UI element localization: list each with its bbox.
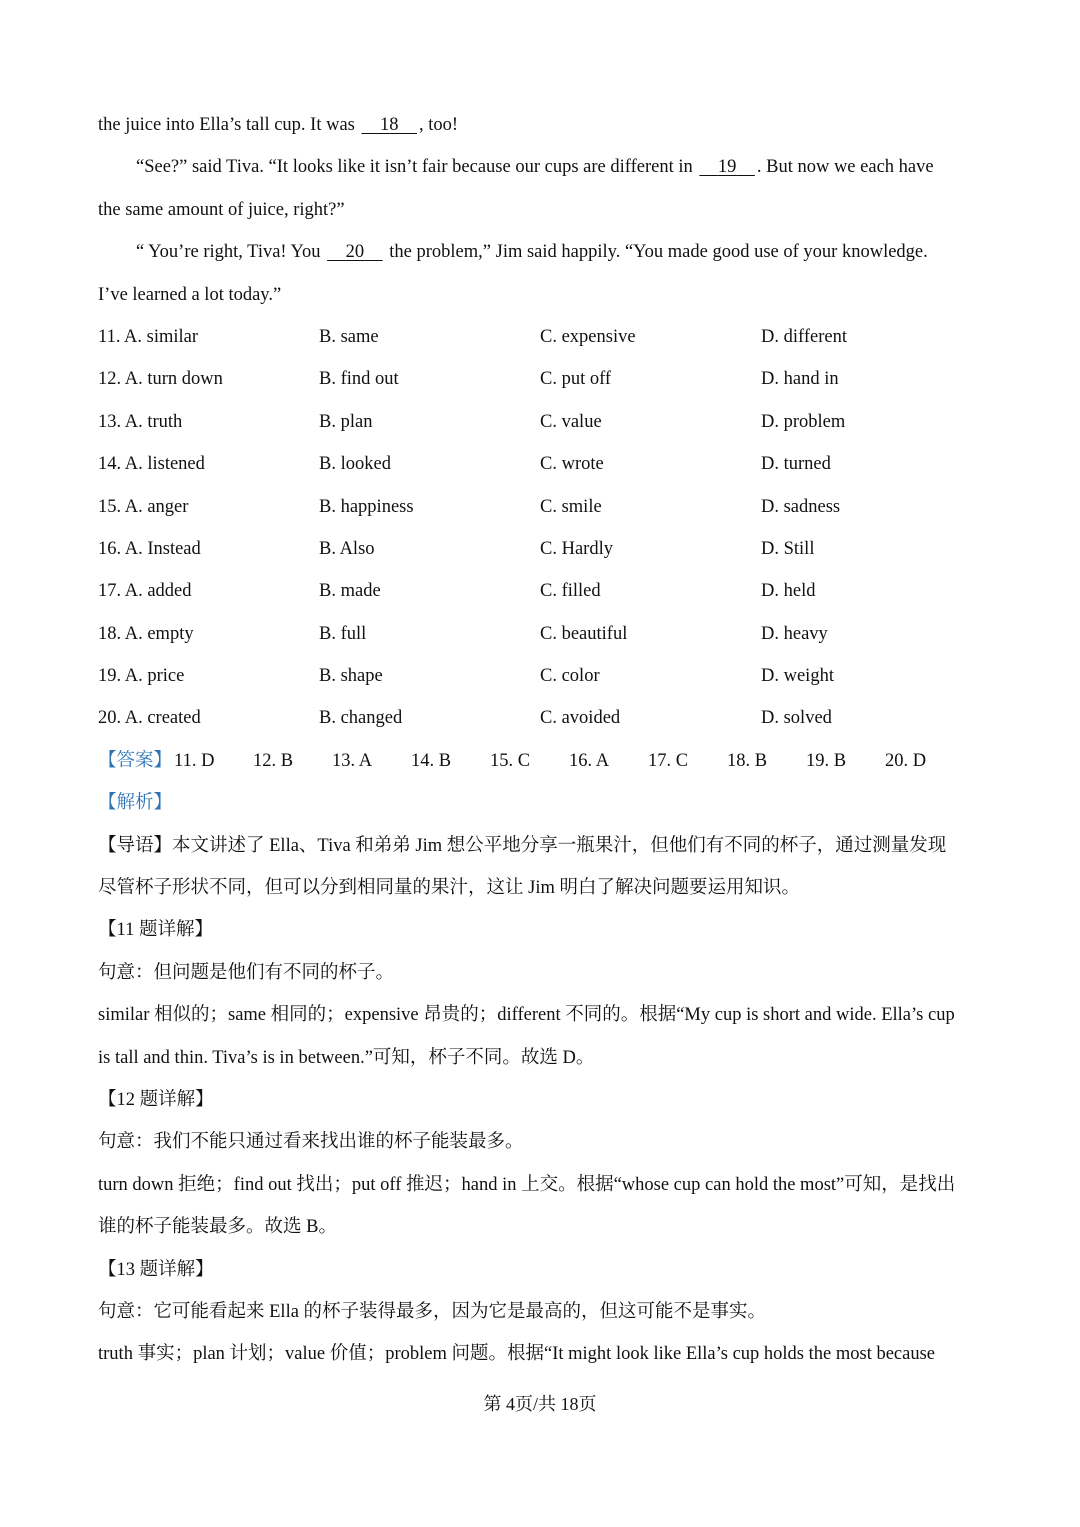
blank-18: 18 bbox=[380, 115, 399, 135]
passage-line-1 bbox=[98, 104, 988, 146]
option-item: D. hand in bbox=[761, 369, 839, 390]
page-footer: 第 4页/共 18页 bbox=[483, 1394, 597, 1414]
answer-item: 14. B bbox=[411, 750, 452, 771]
option-item: 15. A. anger bbox=[98, 496, 189, 517]
option-item: C. avoided bbox=[540, 708, 621, 729]
option-row bbox=[98, 528, 988, 570]
option-item: B. shape bbox=[319, 666, 383, 687]
q12-explanation-2: 谁的杯子能装最多。故选 B。 bbox=[98, 1217, 337, 1238]
option-item: 16. A. Instead bbox=[98, 538, 201, 559]
option-item: D. held bbox=[761, 581, 816, 602]
passage-line-4 bbox=[98, 231, 988, 273]
option-item: 13. A. truth bbox=[98, 411, 183, 432]
option-item: 20. A. created bbox=[98, 708, 201, 729]
option-row bbox=[98, 655, 988, 697]
option-row bbox=[98, 316, 988, 358]
option-item: C. beautiful bbox=[540, 623, 628, 644]
option-item: B. full bbox=[319, 623, 367, 644]
passage-line-2 bbox=[98, 146, 988, 188]
answer-item: 11. D bbox=[174, 750, 215, 771]
passage-text: . But now we each have bbox=[756, 157, 934, 178]
answer-item: 19. B bbox=[806, 750, 847, 771]
q11-meaning: 句意：但问题是他们有不同的杯子。 bbox=[98, 962, 395, 983]
analysis-label: 【解析】 bbox=[98, 793, 173, 814]
answer-item: 16. A bbox=[569, 750, 610, 771]
options-list bbox=[98, 316, 988, 740]
q12-explanation-1: turn down 拒绝；find out 找出；put off 推迟；hand in 上交。根据“whose cup can hold the most”可知，是找出 bbox=[98, 1174, 956, 1195]
q11-explanation-1: similar 相似的；same 相同的；expensive 昂贵的；different 不同的。根据“My cup is short and wide. Ella’s cup bbox=[98, 1005, 955, 1026]
q13-explanation-1: truth 事实；plan 计划；value 价值；problem 问题。根据“It might look like Ella’s cup holds the most because bbox=[98, 1344, 935, 1365]
option-row bbox=[98, 697, 988, 739]
option-item: C. put off bbox=[540, 369, 612, 390]
option-item: B. happiness bbox=[319, 496, 414, 517]
option-item: B. find out bbox=[319, 369, 399, 390]
option-item: D. heavy bbox=[761, 623, 828, 644]
q12-meaning: 句意：我们不能只通过看来找出谁的杯子能装最多。 bbox=[98, 1132, 524, 1153]
answer-label: 【答案】 bbox=[98, 750, 173, 771]
option-item: B. made bbox=[319, 581, 381, 602]
option-item: C. color bbox=[540, 666, 600, 687]
option-item: D. Still bbox=[761, 538, 815, 559]
intro-line-1: 【导语】本文讲述了 Ella、Tiva 和弟弟 Jim 想公平地分享一瓶果汁，但他们有不同的杯子，通过测量发现 bbox=[98, 835, 947, 856]
q13-heading: 【13 题详解】 bbox=[98, 1259, 214, 1280]
option-item: B. same bbox=[319, 326, 379, 347]
option-item: C. value bbox=[540, 411, 602, 432]
q13-meaning: 句意：它可能看起来 Ella 的杯子装得最多，因为它是最高的，但这可能不是事实。 bbox=[98, 1301, 767, 1322]
passage-text: the problem,” Jim said happily. “You made good use of your knowledge. bbox=[384, 242, 928, 263]
option-item: C. wrote bbox=[540, 454, 604, 475]
option-item: C. Hardly bbox=[540, 538, 613, 559]
option-item: C. filled bbox=[540, 581, 601, 602]
option-item: 14. A. listened bbox=[98, 454, 205, 475]
blank-20: 20 bbox=[345, 242, 365, 263]
q12-heading: 【12 题详解】 bbox=[98, 1089, 214, 1110]
option-row bbox=[98, 358, 988, 400]
option-item: 11. A. similar bbox=[98, 326, 199, 347]
passage-text: , too! bbox=[419, 115, 459, 135]
option-item: B. changed bbox=[319, 708, 403, 729]
option-item: D. different bbox=[761, 326, 847, 347]
answer-item: 12. B bbox=[253, 750, 294, 771]
option-item: 12. A. turn down bbox=[98, 369, 223, 390]
answer-row bbox=[98, 740, 988, 782]
option-item: D. solved bbox=[761, 708, 832, 729]
q11-heading: 【11 题详解】 bbox=[98, 920, 213, 941]
option-item: B. looked bbox=[319, 454, 391, 475]
option-item: 17. A. added bbox=[98, 581, 192, 602]
passage-text: “See?” said Tiva. “It looks like it isn’t fair because our cups are different in bbox=[136, 157, 698, 178]
option-row bbox=[98, 401, 988, 443]
option-item: C. smile bbox=[540, 496, 602, 517]
answer-item: 13. A bbox=[332, 750, 373, 771]
option-item: 19. A. price bbox=[98, 666, 185, 687]
answer-item: 20. D bbox=[885, 750, 927, 771]
option-item: D. problem bbox=[761, 411, 846, 432]
passage-line-3: the same amount of juice, right?” bbox=[98, 199, 345, 220]
intro-line-2: 尽管杯子形状不同，但可以分到相同量的果汁，这让 Jim 明白了解决问题要运用知识。 bbox=[98, 878, 800, 899]
passage-text: the juice into Ella’s tall cup. It was bbox=[98, 115, 360, 135]
passage-text: “ You’re right, Tiva! You bbox=[136, 242, 326, 263]
blank-19: 19 bbox=[717, 157, 737, 178]
option-row bbox=[98, 443, 988, 485]
option-row bbox=[98, 613, 988, 655]
option-item: 18. A. empty bbox=[98, 623, 194, 644]
option-item: D. weight bbox=[761, 666, 834, 687]
option-item: B. Also bbox=[319, 538, 375, 559]
option-item: D. turned bbox=[761, 454, 831, 475]
option-item: C. expensive bbox=[540, 326, 636, 347]
answer-item: 15. C bbox=[490, 750, 531, 771]
answer-item: 18. B bbox=[727, 750, 768, 771]
document-page bbox=[98, 104, 988, 1376]
option-item: D. sadness bbox=[761, 496, 841, 517]
answer-list bbox=[172, 740, 964, 782]
q11-explanation-2: is tall and thin. Tiva’s is in between.”可知，杯子不同。故选 D。 bbox=[98, 1047, 595, 1068]
option-row bbox=[98, 486, 988, 528]
passage-line-5: I’ve learned a lot today.” bbox=[98, 284, 282, 305]
answer-item: 17. C bbox=[648, 750, 689, 771]
option-row bbox=[98, 570, 988, 612]
option-item: B. plan bbox=[319, 411, 373, 432]
